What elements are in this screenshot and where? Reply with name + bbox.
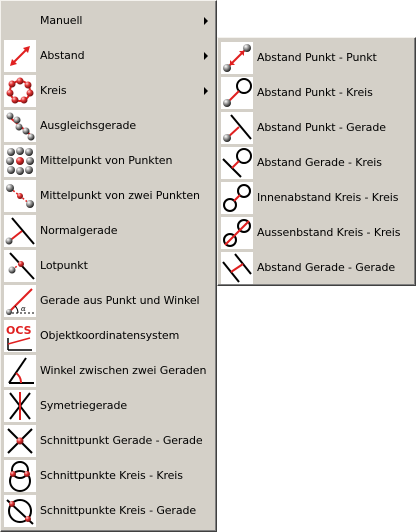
menu-item-ausgleichsgerade[interactable] [1, 108, 216, 143]
menu-item-label: Kreis [40, 84, 67, 97]
foot-point-icon [4, 250, 36, 282]
menu-item-lotpunkt[interactable] [1, 248, 216, 283]
menu-item-kreis[interactable] [1, 73, 216, 108]
submenu-item-label: Innenabstand Kreis - Kreis [257, 191, 399, 204]
circle-points-icon [4, 75, 36, 107]
menu-item-label: Normalgerade [40, 224, 118, 237]
submenu-item-label: Abstand Punkt - Gerade [257, 121, 386, 134]
submenu-item-label: Aussenbstand Kreis - Kreis [257, 226, 401, 239]
submenu-item-label: Abstand Punkt - Punkt [257, 51, 377, 64]
submenu-item-label: Abstand Punkt - Kreis [257, 86, 373, 99]
intersection-line-line-icon [4, 425, 36, 457]
submenu-item-abstand-gerade-gerade[interactable] [218, 250, 415, 285]
menu-item-label: Manuell [40, 14, 83, 27]
submenu-item-abstand-punkt-gerade[interactable] [218, 110, 415, 145]
menu-item-label: Symetriegerade [40, 399, 127, 412]
menu-item-symetriegerade[interactable] [1, 388, 216, 423]
distance-point-circle-icon [221, 77, 253, 109]
submenu-item-label: Abstand Gerade - Kreis [257, 156, 382, 169]
distance-line-line-icon [221, 252, 253, 284]
centroid-points-icon [4, 145, 36, 177]
menu-item-label: Winkel zwischen zwei Geraden [40, 364, 207, 377]
menu-item-normalgerade[interactable] [1, 213, 216, 248]
submenu-item-aussenbstand-kreis-kreis[interactable] [218, 215, 415, 250]
svg-text:α: α [21, 304, 26, 313]
submenu-arrow-icon [204, 52, 208, 60]
menu-item-schnittpunkte-kreis-gerade[interactable] [1, 493, 216, 528]
ocs-icon-text: OCS [6, 323, 32, 337]
submenu-item-abstand-punkt-punkt[interactable] [218, 40, 415, 75]
submenu-item-abstand-punkt-kreis[interactable] [218, 75, 415, 110]
distance-icon [4, 40, 36, 72]
menu-item-label: Mittelpunkt von zwei Punkten [40, 189, 200, 202]
distance-point-point-icon [221, 42, 253, 74]
menu-item-mittelpunkt-von-punkten[interactable] [1, 143, 216, 178]
distance-line-circle-icon [221, 147, 253, 179]
ocs-icon [4, 320, 36, 352]
midpoint-two-points-icon [4, 180, 36, 212]
abstand-submenu [217, 37, 416, 286]
menu-item-label: Schnittpunkte Kreis - Kreis [40, 469, 183, 482]
line-point-angle-icon [4, 285, 36, 317]
submenu-arrow-icon [204, 87, 208, 95]
intersection-circle-line-icon [4, 495, 36, 527]
menu-item-label: Lotpunkt [40, 259, 88, 272]
intersection-circle-circle-icon [4, 460, 36, 492]
menu-item-label: Objektkoordinatensystem [40, 329, 180, 342]
menu-item-label: Abstand [40, 49, 85, 62]
menu-item-label: Ausgleichsgerade [40, 119, 137, 132]
distance-point-line-icon [221, 112, 253, 144]
inner-distance-circles-icon [221, 182, 253, 214]
menu-item-label: Gerade aus Punkt und Winkel [40, 294, 200, 307]
menu-item-schnittpunkt-gerade-gerade[interactable] [1, 423, 216, 458]
submenu-item-abstand-gerade-kreis[interactable] [218, 145, 415, 180]
outer-distance-circles-icon [221, 217, 253, 249]
menu-item-gerade-aus-punkt-und-winkel[interactable] [1, 283, 216, 318]
submenu-item-innenabstand-kreis-kreis[interactable] [218, 180, 415, 215]
submenu-item-label: Abstand Gerade - Gerade [257, 261, 396, 274]
symmetry-line-icon [4, 390, 36, 422]
menu-item-manuell[interactable] [1, 3, 216, 38]
normal-line-icon [4, 215, 36, 247]
menu-item-label: Schnittpunkt Gerade - Gerade [40, 434, 203, 447]
angle-two-lines-icon [4, 355, 36, 387]
menu-item-label: Mittelpunkt von Punkten [40, 154, 173, 167]
best-fit-line-icon [4, 110, 36, 142]
menu-item-abstand[interactable] [1, 38, 216, 73]
menu-item-schnittpunkte-kreis-kreis[interactable] [1, 458, 216, 493]
submenu-arrow-icon [204, 17, 208, 25]
menu-item-objektkoordinatensystem[interactable] [1, 318, 216, 353]
menu-item-label: Schnittpunkte Kreis - Gerade [40, 504, 197, 517]
menu-item-mittelpunkt-von-zwei-punkten[interactable] [1, 178, 216, 213]
blank-icon [4, 5, 36, 37]
menu-item-winkel-zwischen-zwei-geraden[interactable] [1, 353, 216, 388]
